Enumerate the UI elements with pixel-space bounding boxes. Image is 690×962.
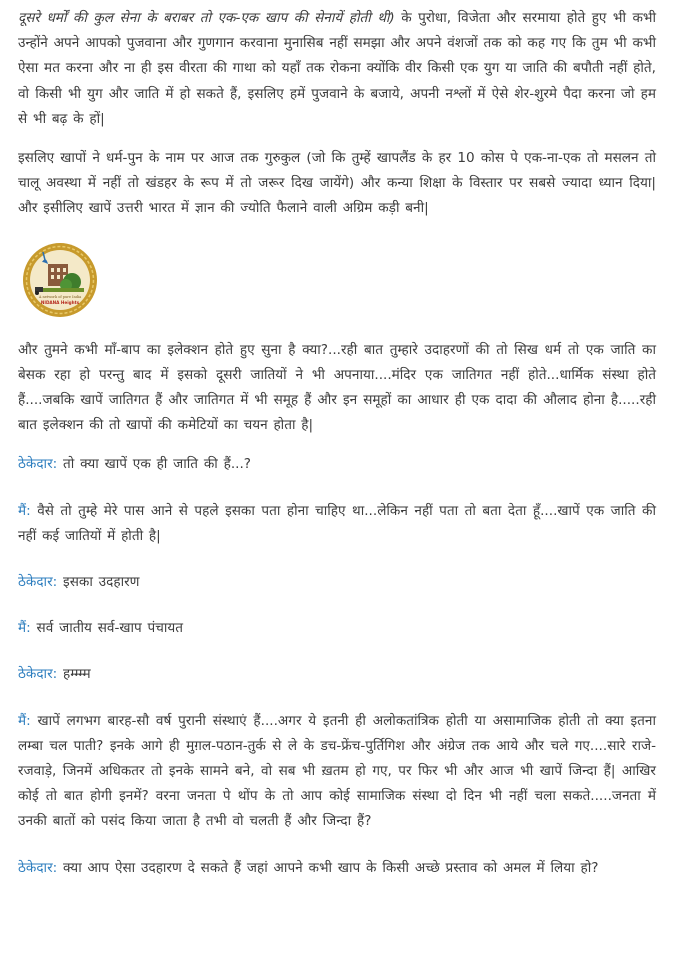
paragraph-valor (18, 6, 656, 132)
speaker-label: ठेकेदार: (18, 456, 58, 473)
logo-caption-line1: A network of pure India (38, 294, 82, 299)
nidana-heights-logo (18, 242, 102, 318)
dialogue-line (18, 499, 656, 549)
logo-container (18, 242, 656, 318)
logo-caption-line2: NIDANA Heights (40, 299, 80, 305)
dialogue-line (18, 856, 656, 881)
paragraph-election: और तुमने कभी माँ-बाप का इलेक्शन होते हुए सुना है क्या?...रही बात तुम्हारे उदाहरणों की तो सिख धर्म तो एक जाति का बेसक रहा हो परन्तु बाद में इसको दूसरी जातियों ने भी अपनाया....मंदिर एक जातिगत नहीं होते...धार्मिक संस्था होते हैं....जबकि खापें जातिगत हैं और जातिगत में भी समूह हैं और इन समूहों का आधार ही एक दादा की औलाद होना है.....रही बात इलेक्शन की तो खापों की कमेटियों का चयन होता है| (18, 341, 656, 434)
dialogue-line (18, 570, 656, 595)
dialogue-line (18, 662, 656, 687)
dialogue-line (18, 709, 656, 835)
speaker-label: मैं: (18, 620, 31, 637)
paragraph-valor-text: के पुरोधा, विजेता और सरमाया होते हुए भी कभी उन्होंने अपने आपको पुजवाना और गुणगान करवाना मुनासिब नहीं समझा और अपने वंशजों तक को कह गए कि तुम भी कभी ऐसा मत करना और ना ही इस वीरता की गाथा को यहाँ तक रोकना क्योंकि वीर किसी एक युग या जाति की बपौती नहीं होते, वो किसी भी युग और जाति में हो सकते हैं, इसलिए हमें पुजवाने के बजाये, अपनी नश्लों में ऐसे शेर-शुरमे पैदा करना जो हम से भी बढ़ के हों| (18, 10, 656, 127)
speaker-label: ठेकेदार: (18, 859, 58, 876)
speaker-label: ठेकेदार: (18, 574, 58, 591)
dialogue-text: इसका उदहारण (57, 574, 140, 591)
dialogue-text: सर्व जातीय सर्व-खाप पंचायत (30, 620, 184, 637)
article-body (18, 6, 656, 881)
speaker-label: ठेकेदार: (18, 666, 58, 683)
speaker-label: मैं: (18, 712, 31, 729)
dialogue-text: तो क्या खापें एक ही जाति की हैं...? (57, 456, 252, 473)
dialogue-text: हम्म्म्म (57, 666, 91, 683)
dialogue-text: खापें लगभग बारह-सौ वर्ष पुरानी संस्थाएं हैं....अगर ये इतनी ही अलोकतांत्रिक होती या असामाजिक होती तो क्या इतना लम्बा चल पाती? इनके आगे ही मुग़ल-पठान-तुर्क से ले के डच-फ्रेंच-पुर्तिगिश और अंग्रेज तक आये और चले गए....सारे राजे-रजवाड़े, जिनमें अधिकतर तो इनके सामने बने, वो सब भी ख़तम हो गए, पर फिर भी और आज भी खापें जिन्दा हैं| आखिर कोई तो बात होगी इनमें? वरना जनता पे थोंप के तो आप कोई सामाजिक संस्था दो दिन भी नहीं चला सकते.....जनता में उनकी बातों को पसंद किया जाता है तभी वो चलती हैं और जिन्दा हैं? (18, 712, 656, 830)
logo-ground (36, 288, 84, 292)
italic-aside: दूसरे धर्मों की कुल सेना के बराबर तो एक-एक खाप की सेनायें होती थी) (18, 10, 395, 26)
dialogue-line (18, 616, 656, 641)
dialogue-line (18, 452, 656, 477)
paragraph-gurukul: इसलिए खापों ने धर्म-पुन के नाम पर आज तक गुरुकुल (जो कि तुम्हें खापलैंड के हर 10 कोस पे एक-ना-एक तो मसलन तो चालू अवस्था में नहीं तो खंडहर के रूप में तो जरूर दिख जायेंगे) और कन्या शिक्षा के विस्तार पर सबसे ज्यादा ध्यान दिया| और इसीलिए खापें उत्तरी भारत में ज्ञान की ज्योति फैलाने वाली अग्रिम कड़ी बनी| (18, 150, 657, 217)
dialogue-text: क्या आप ऐसा उदहारण दे सकते हैं जहां आपने कभी खाप के किसी अच्छे प्रस्ताव को अमल में लिया हो? (57, 859, 599, 876)
dialogue-text: वैसे तो तुम्हे मेरे पास आने से पहले इसका पता होना चाहिए था...लेकिन नहीं पता तो बता देता हूँ....खापें एक जाति की नहीं कई जातियों में होती है| (18, 502, 656, 544)
speaker-label: मैं: (18, 502, 31, 519)
